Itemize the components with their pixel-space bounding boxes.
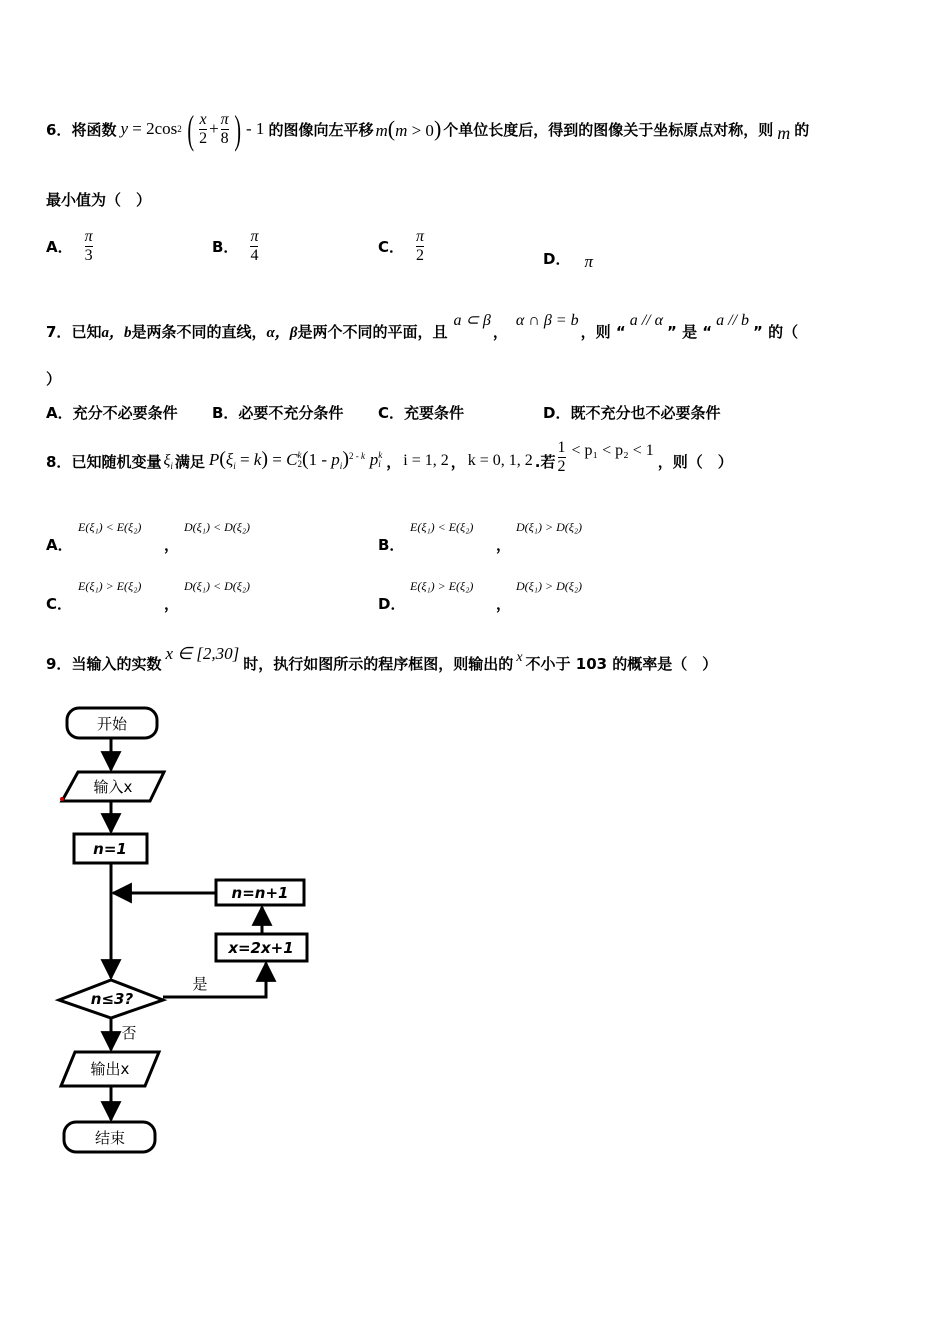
q6-text-3: 个单位长度后，得到的图像关于坐标原点对称，则 <box>443 120 774 139</box>
q8-text-4: ，则（ ） <box>657 452 733 471</box>
option-label: A． <box>46 237 73 256</box>
option-e: E(ξ₁) < E(ξ₂) <box>410 520 474 534</box>
option-d: D(ξ₁) < D(ξ₂) <box>184 579 251 593</box>
q7-text-6: ” 的（ <box>753 323 799 341</box>
q8-i-range: i = 1, 2 <box>403 452 449 469</box>
flow-input-label: 输入x <box>93 778 133 796</box>
q7-option-d[interactable]: D．既不充分也不必要条件 <box>543 404 721 422</box>
q8-comma-2: ， <box>450 452 466 471</box>
q7-text-3: 是两个不同的平面，且 <box>297 323 448 341</box>
q6-option-b[interactable] <box>212 228 258 264</box>
q6-text-1: 将函数 <box>71 120 117 139</box>
q7-text-1: 已知 <box>71 323 102 341</box>
q7-text-2: 是两条不同的直线， <box>131 323 267 341</box>
q7-premise-1: a // α <box>629 312 663 329</box>
q7-option-c[interactable]: C．充要条件 <box>378 404 465 422</box>
q7-option-a[interactable]: A．充分不必要条件 <box>46 404 178 422</box>
option-label: C． <box>46 595 73 613</box>
flow-init-label: n=1 <box>93 840 127 858</box>
flow-start-label: 开始 <box>96 715 128 733</box>
q7-option-b[interactable]: B．必要不充分条件 <box>212 404 344 422</box>
flow-edge-yes <box>163 963 266 997</box>
option-fraction: $\frac{\pi}{2}$ <box>416 228 425 264</box>
q6-shift: m(m > 0) <box>375 116 442 141</box>
q6-number: 6． <box>46 120 72 139</box>
q7-line2: ） <box>46 370 62 388</box>
q7-number: 7． <box>46 323 72 341</box>
q6-line2: 最小值为（ ） <box>46 191 152 209</box>
q8-inequality: < p₁ < p₂ < 1 <box>571 442 654 459</box>
flow-end-label: 结束 <box>94 1129 126 1147</box>
q9-number: 9． <box>46 655 72 673</box>
q6-text-2: 的图像向左平移 <box>268 120 374 139</box>
option-label: C． <box>378 237 405 256</box>
q8-xi: $\xi_i$ <box>163 452 173 471</box>
q7-text-5: ” 是 “ <box>666 323 713 341</box>
option-label: B． <box>378 536 405 554</box>
q8-comma-1: ， <box>386 452 402 471</box>
q7-text-4: ，则 “ <box>580 323 626 341</box>
option-comma: ， <box>496 536 512 554</box>
option-e: E(ξ₁) > E(ξ₂) <box>410 579 474 593</box>
q7-lines-ab: a，b <box>101 325 132 341</box>
flow-output-label: 输出x <box>90 1060 130 1078</box>
flow-yes-label: 是 <box>192 975 208 993</box>
option-d: D(ξ₁) > D(ξ₂) <box>516 520 583 534</box>
flow-update-x-label: x=2x+1 <box>228 939 294 957</box>
option-e: E(ξ₁) < E(ξ₂) <box>78 520 142 534</box>
q8-formula: $P(\xi_i = k) = C$ k 2 $(1 - p_i)^{2 - k}$ p k i <box>208 447 383 471</box>
option-fraction: $\frac{\pi}{4}$ <box>250 228 259 264</box>
q6-option-c[interactable] <box>378 228 424 264</box>
q7-planes: α，β <box>266 325 298 341</box>
option-comma: ， <box>164 536 180 554</box>
option-label: D． <box>378 595 406 613</box>
q7-comma: ， <box>492 323 508 341</box>
q6-formula: y = 2cos 2 ( $\frac{x}{2}$ + $\frac{\pi}{8}$ ) - 1 <box>120 106 265 152</box>
option-e: E(ξ₁) > E(ξ₂) <box>78 579 142 593</box>
q9-text-3: 不小于 103 的概率是（ ） <box>525 655 718 673</box>
q8-text-1: 已知随机变量 <box>71 452 162 471</box>
q7-premise-2: a // b <box>716 312 750 329</box>
option-label: D． <box>543 250 571 268</box>
flow-condition-label: n≤3? <box>90 990 134 1008</box>
q9-line1 <box>46 638 717 674</box>
q8-number: 8． <box>46 452 72 471</box>
q7-cond2: α ∩ β = b <box>515 312 579 329</box>
q8-half: $\frac{1}{2}$ <box>557 438 566 475</box>
q8-k-range: k = 0, 1, 2 <box>467 452 533 469</box>
option-label: B． <box>212 237 239 256</box>
q9-text-2: 时，执行如图所示的程序框图，则输出的 <box>243 655 514 673</box>
red-dot <box>60 797 64 801</box>
q6-option-d[interactable] <box>543 248 593 269</box>
q9-text-1: 当输入的实数 <box>71 655 162 673</box>
q6-line1 <box>46 108 809 150</box>
option-value: π <box>584 251 593 271</box>
q9-x: x <box>516 650 523 665</box>
q7-line1 <box>46 306 798 342</box>
q8-text-3: .若 <box>534 452 556 471</box>
option-fraction: $\frac{\pi}{3}$ <box>84 228 93 264</box>
flowchart <box>50 700 320 1160</box>
q6-option-a[interactable] <box>46 228 93 264</box>
flow-no-label: 否 <box>121 1024 137 1042</box>
q8-text-2: 满足 <box>174 452 205 471</box>
option-d: D(ξ₁) > D(ξ₂) <box>516 579 583 593</box>
option-comma: ， <box>164 595 180 613</box>
q6-text-4: 的 <box>794 120 810 139</box>
flow-update-n-label: n=n+1 <box>231 884 289 902</box>
q8-line1 <box>46 438 733 484</box>
q7-cond1: a ⊂ β <box>453 312 491 329</box>
q6-var-m: m <box>777 122 791 143</box>
option-label: A． <box>46 536 73 554</box>
option-comma: ， <box>496 595 512 613</box>
q9-interval: x ∈ [2,30] <box>165 644 240 663</box>
option-d: D(ξ₁) < D(ξ₂) <box>184 520 251 534</box>
